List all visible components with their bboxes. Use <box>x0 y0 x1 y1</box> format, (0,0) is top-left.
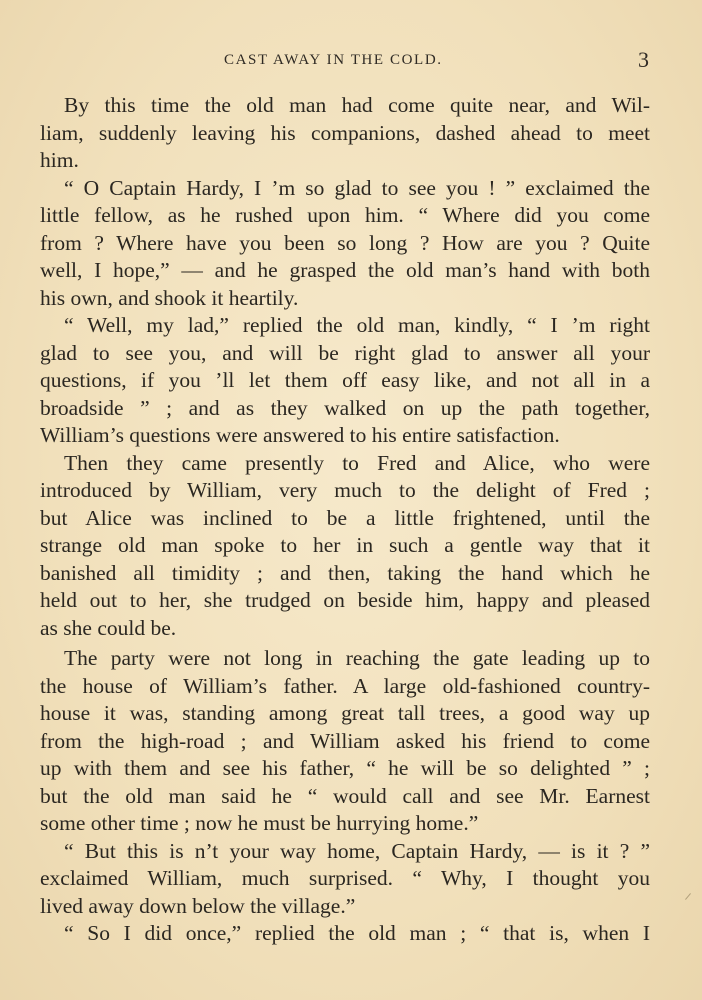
text-line: but the old man said he “ would call and see Mr. Earnest <box>40 783 650 808</box>
text-line: introduced by William, very much to the delight of Fred ; <box>40 478 650 502</box>
text-line: “ So I did once,” replied the old man ; “ that is, when I <box>64 921 650 945</box>
text-line: banished all timidity ; and then, taking the hand which he <box>40 560 650 585</box>
text-line: the house of William’s father. A large old-fashioned country- <box>40 673 650 698</box>
text-line: “ But this is n’t your way home, Captain Hardy, — is it ? ” <box>64 838 650 863</box>
text-line: Then they came presently to Fred and Alice, who were <box>64 450 650 475</box>
running-head <box>0 47 702 74</box>
text-line: strange old man spoke to her in such a gentle way that it <box>40 533 650 557</box>
text-line: The party were not long in reaching the gate leading up to <box>64 646 650 670</box>
text-line: from ? Where have you been so long ? How are you ? Quite <box>40 230 650 255</box>
text-line: from the high-road ; and William asked his friend to come <box>40 728 650 753</box>
text-line: well, I hope,” — and he grasped the old man’s hand with both <box>40 258 650 282</box>
text-line: some other time ; now he must be hurrying home.” <box>40 811 479 835</box>
running-title: CAST AWAY IN THE COLD. <box>224 52 443 68</box>
text-line: broadside ” ; and as they walked on up the path together, <box>40 395 650 420</box>
text-line: his own, and shook it heartily. <box>40 285 299 310</box>
text-line: him. <box>40 148 79 172</box>
text-line: but Alice was inclined to be a little frightened, until the <box>40 505 650 530</box>
text-line: lived away down below the village.” <box>40 893 356 918</box>
text-line: up with them and see his father, “ he will be so delighted ” ; <box>40 756 650 780</box>
text-line: “ O Captain Hardy, I ’m so glad to see you ! ” exclaimed the <box>64 175 650 200</box>
page-number: 3 <box>638 47 649 72</box>
text-line: held out to her, she trudged on beside him, happy and pleased <box>40 588 650 612</box>
text-line: as she could be. <box>40 615 177 640</box>
text-line: liam, suddenly leaving his companions, dashed ahead to meet <box>40 120 650 145</box>
text-line: glad to see you, and will be right glad to answer all your <box>40 340 650 365</box>
body-text <box>40 92 650 948</box>
text-line: questions, if you ’ll let them off easy like, and not all in a <box>40 368 650 392</box>
text-line: William’s questions were answered to his entire satisfaction. <box>40 423 560 447</box>
text-line: “ Well, my lad,” replied the old man, kindly, “ I ’m right <box>64 313 650 337</box>
text-line: house it was, standing among great tall trees, a good way up <box>40 701 650 725</box>
text-line: By this time the old man had come quite near, and Wil- <box>64 93 650 117</box>
margin-mark <box>685 893 691 900</box>
text-line: little fellow, as he rushed upon him. “ Where did you come <box>40 203 650 227</box>
text-line: exclaimed William, much surprised. “ Why, I thought you <box>40 866 650 890</box>
